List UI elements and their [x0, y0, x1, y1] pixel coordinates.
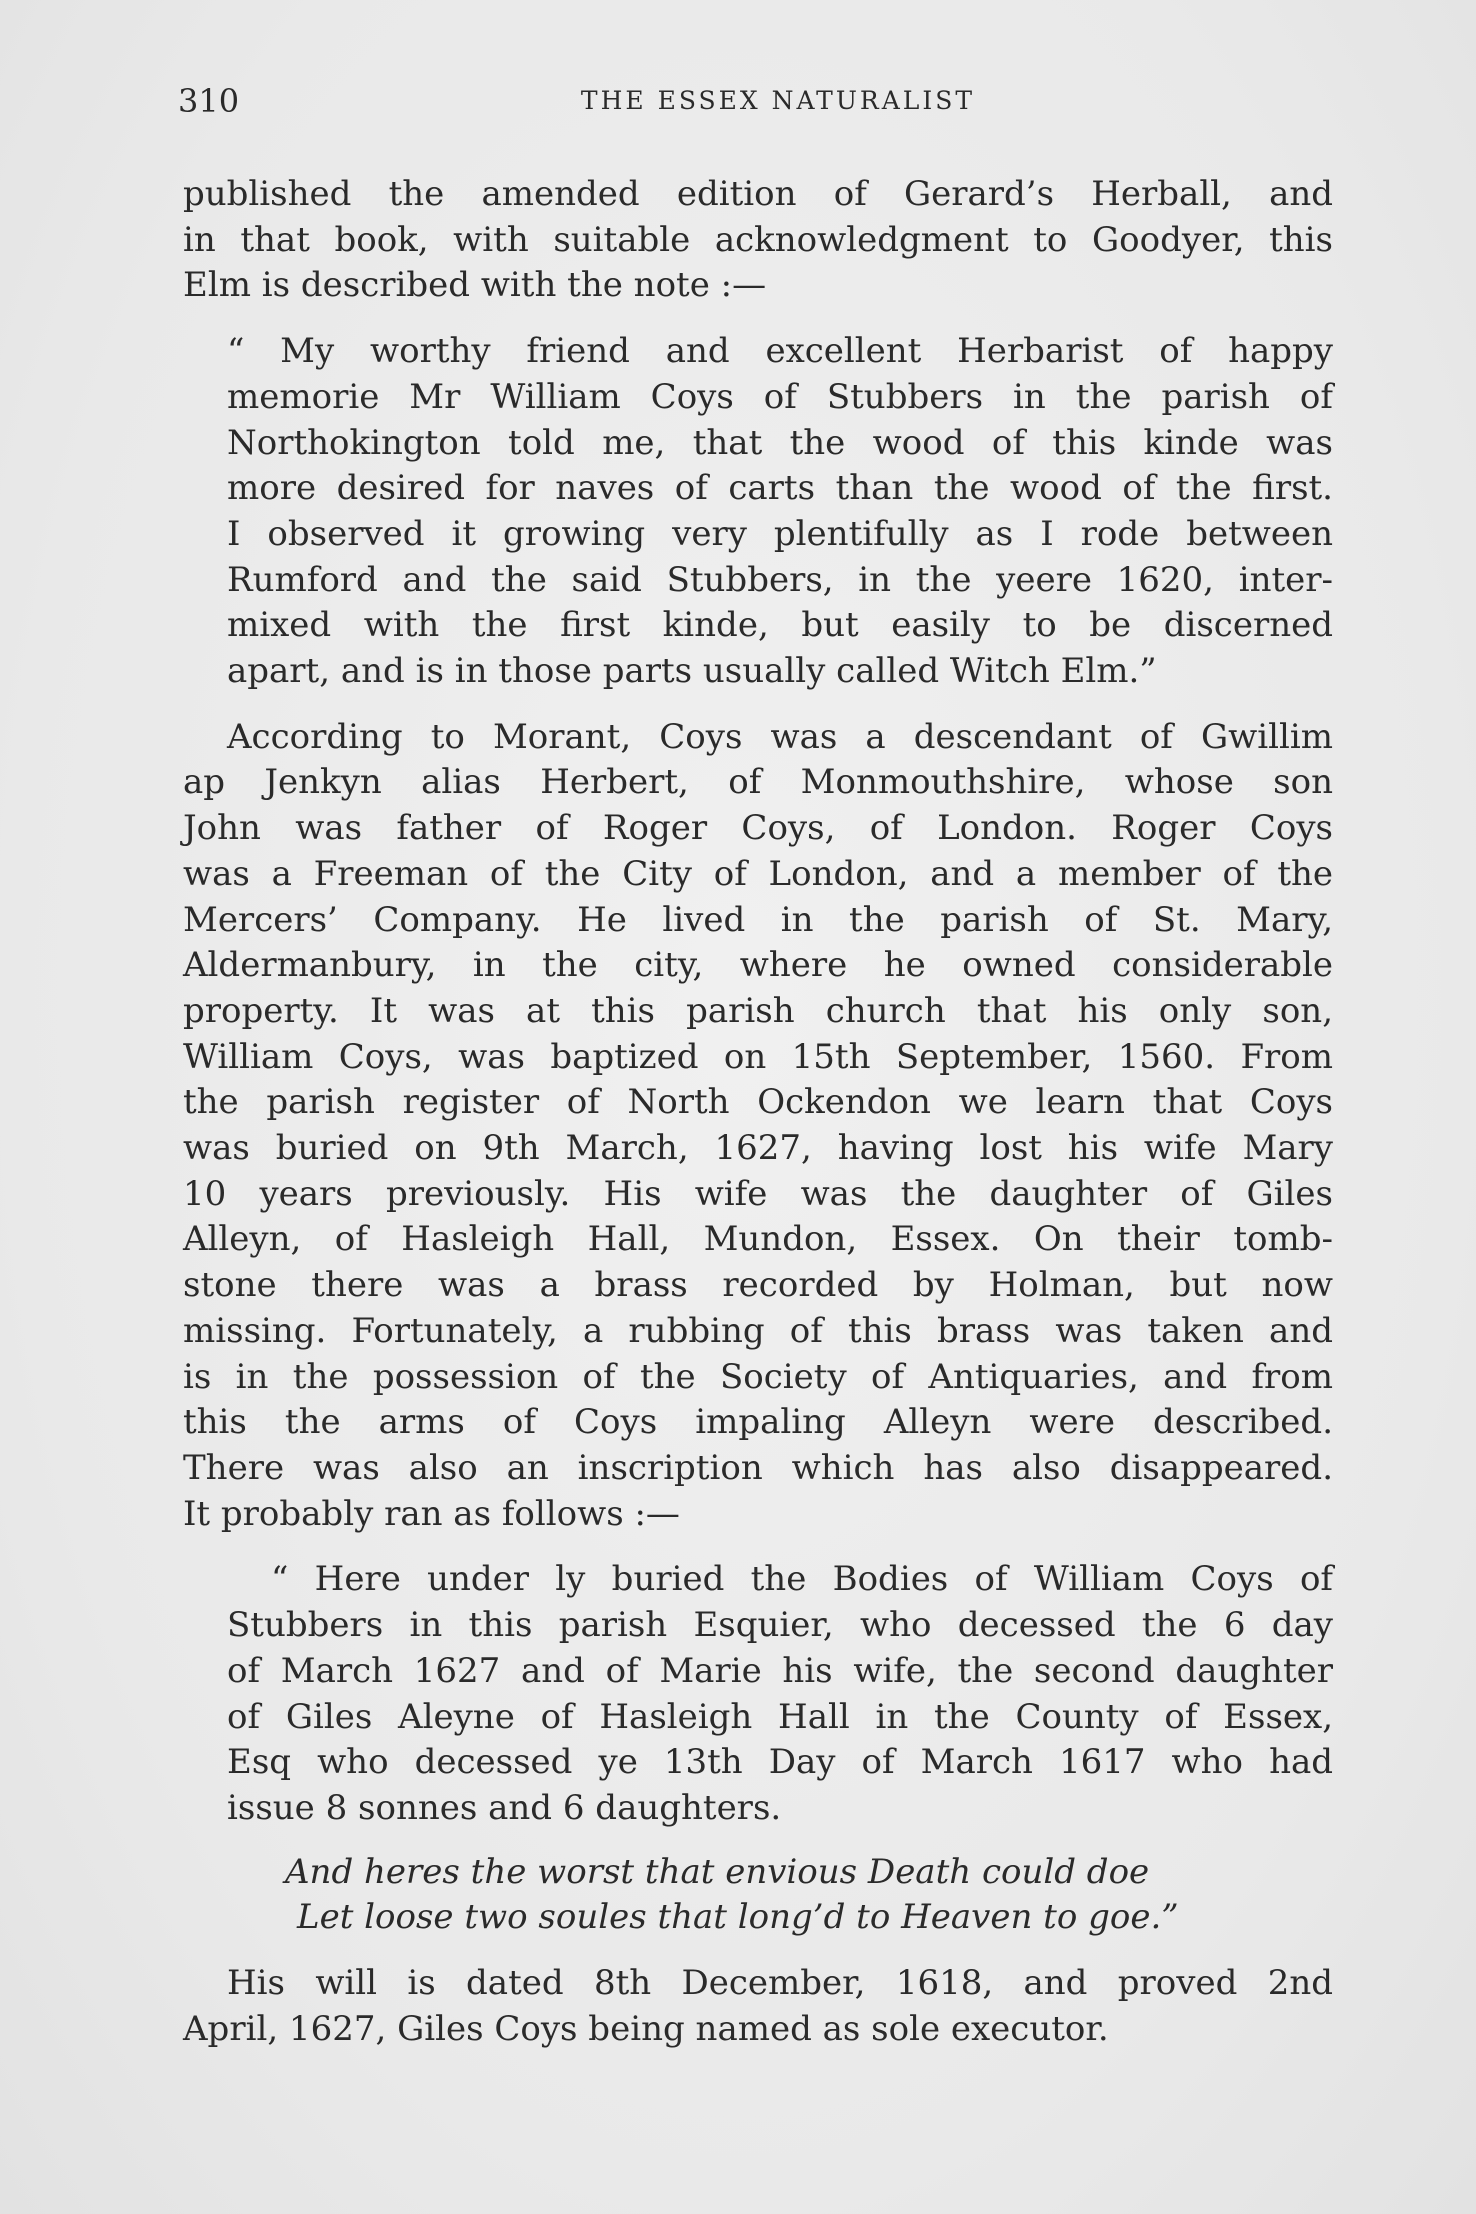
- quotation-gerard: [183, 329, 1333, 695]
- text-line: stone there was a brass recorded by Holman, but now: [183, 1265, 1333, 1306]
- text-line: “ My worthy friend and excellent Herbarist of happy: [227, 331, 1333, 372]
- text-line: Mercers’ Company. He lived in the parish of St. Mary,: [183, 899, 1333, 940]
- text-line: apart, and is in those parts usually called Witch Elm.”: [227, 651, 1157, 692]
- text-line: There was also an inscription which has also disappeared.: [183, 1447, 1333, 1488]
- text-line: issue 8 sonnes and 6 daughters.: [227, 1787, 782, 1828]
- text-line: missing. Fortunately, a rubbing of this brass was taken and: [183, 1310, 1333, 1351]
- text-line: His will is dated 8th December, 1618, and proved 2nd: [227, 1963, 1333, 2004]
- text-line: Stubbers in this parish Esquier, who decessed the 6 day: [227, 1605, 1333, 1646]
- text-line: Alleyn, of Hasleigh Hall, Mundon, Essex. On their tomb-: [183, 1219, 1333, 1260]
- text-line: this the arms of Coys impaling Alleyn were described.: [183, 1402, 1333, 1443]
- verse-line: Let loose two soules that long’d to Heaven to goe.”: [297, 1897, 1179, 1938]
- text-line: Rumford and the said Stubbers, in the yeere 1620, inter-: [227, 559, 1333, 600]
- paragraph-intro: [183, 172, 1333, 309]
- text-line: was buried on 9th March, 1627, having lost his wife Mary: [183, 1128, 1333, 1169]
- text-line: “ Here under ly buried the Bodies of William Coys of: [271, 1559, 1333, 1600]
- epitaph-verse: [183, 1850, 1333, 1941]
- text-line: in that book, with suitable acknowledgment to Goodyer, this: [183, 219, 1333, 260]
- text-line: of Giles Aleyne of Hasleigh Hall in the County of Essex,: [227, 1696, 1333, 1737]
- text-line: of March 1627 and of Marie his wife, the second daughter: [227, 1650, 1333, 1691]
- quotation-inscription: [183, 1557, 1333, 1831]
- journal-title: THE ESSEX NATURALIST: [580, 86, 976, 115]
- text-line: According to Morant, Coys was a descendant of Gwillim: [227, 716, 1333, 757]
- text-line: memorie Mr William Coys of Stubbers in the parish of: [227, 376, 1333, 417]
- text-line: Northokington told me, that the wood of this kinde was: [227, 422, 1333, 463]
- paragraph-morant: [183, 715, 1333, 1538]
- paragraph-will: [183, 1961, 1333, 2052]
- text-line: Elm is described with the note :—: [183, 265, 767, 306]
- verse-line: And heres the worst that envious Death could doe: [285, 1851, 1150, 1892]
- text-line: is in the possession of the Society of Antiquaries, and from: [183, 1356, 1333, 1397]
- text-line: more desired for naves of carts than the wood of the first.: [227, 468, 1333, 509]
- text-line: John was father of Roger Coys, of London. Roger Coys: [183, 808, 1333, 849]
- text-line: mixed with the first kinde, but easily to be discerned: [227, 605, 1333, 646]
- text-line: ap Jenkyn alias Herbert, of Monmouthshire, whose son: [183, 762, 1333, 803]
- page-number: 310: [178, 82, 240, 120]
- text-line: published the amended edition of Gerard’s Herball, and: [183, 174, 1333, 214]
- text-line: William Coys, was baptized on 15th September, 1560. From: [183, 1036, 1333, 1077]
- text-line: property. It was at this parish church that his only son,: [183, 990, 1333, 1031]
- running-head: [178, 82, 1338, 132]
- text-line: Esq who decessed ye 13th Day of March 1617 who had: [227, 1742, 1333, 1783]
- text-line: was a Freeman of the City of London, and a member of the: [183, 853, 1333, 894]
- body-text: [183, 172, 1333, 2072]
- text-line: I observed it growing very plentifully as I rode between: [227, 513, 1333, 554]
- text-line: 10 years previously. His wife was the daughter of Giles: [183, 1173, 1333, 1214]
- text-line: It probably ran as follows :—: [183, 1493, 680, 1534]
- text-line: Aldermanbury, in the city, where he owned considerable: [183, 945, 1333, 986]
- text-line: the parish register of North Ockendon we learn that Coys: [183, 1082, 1333, 1123]
- text-line: April, 1627, Giles Coys being named as sole executor.: [183, 2008, 1109, 2049]
